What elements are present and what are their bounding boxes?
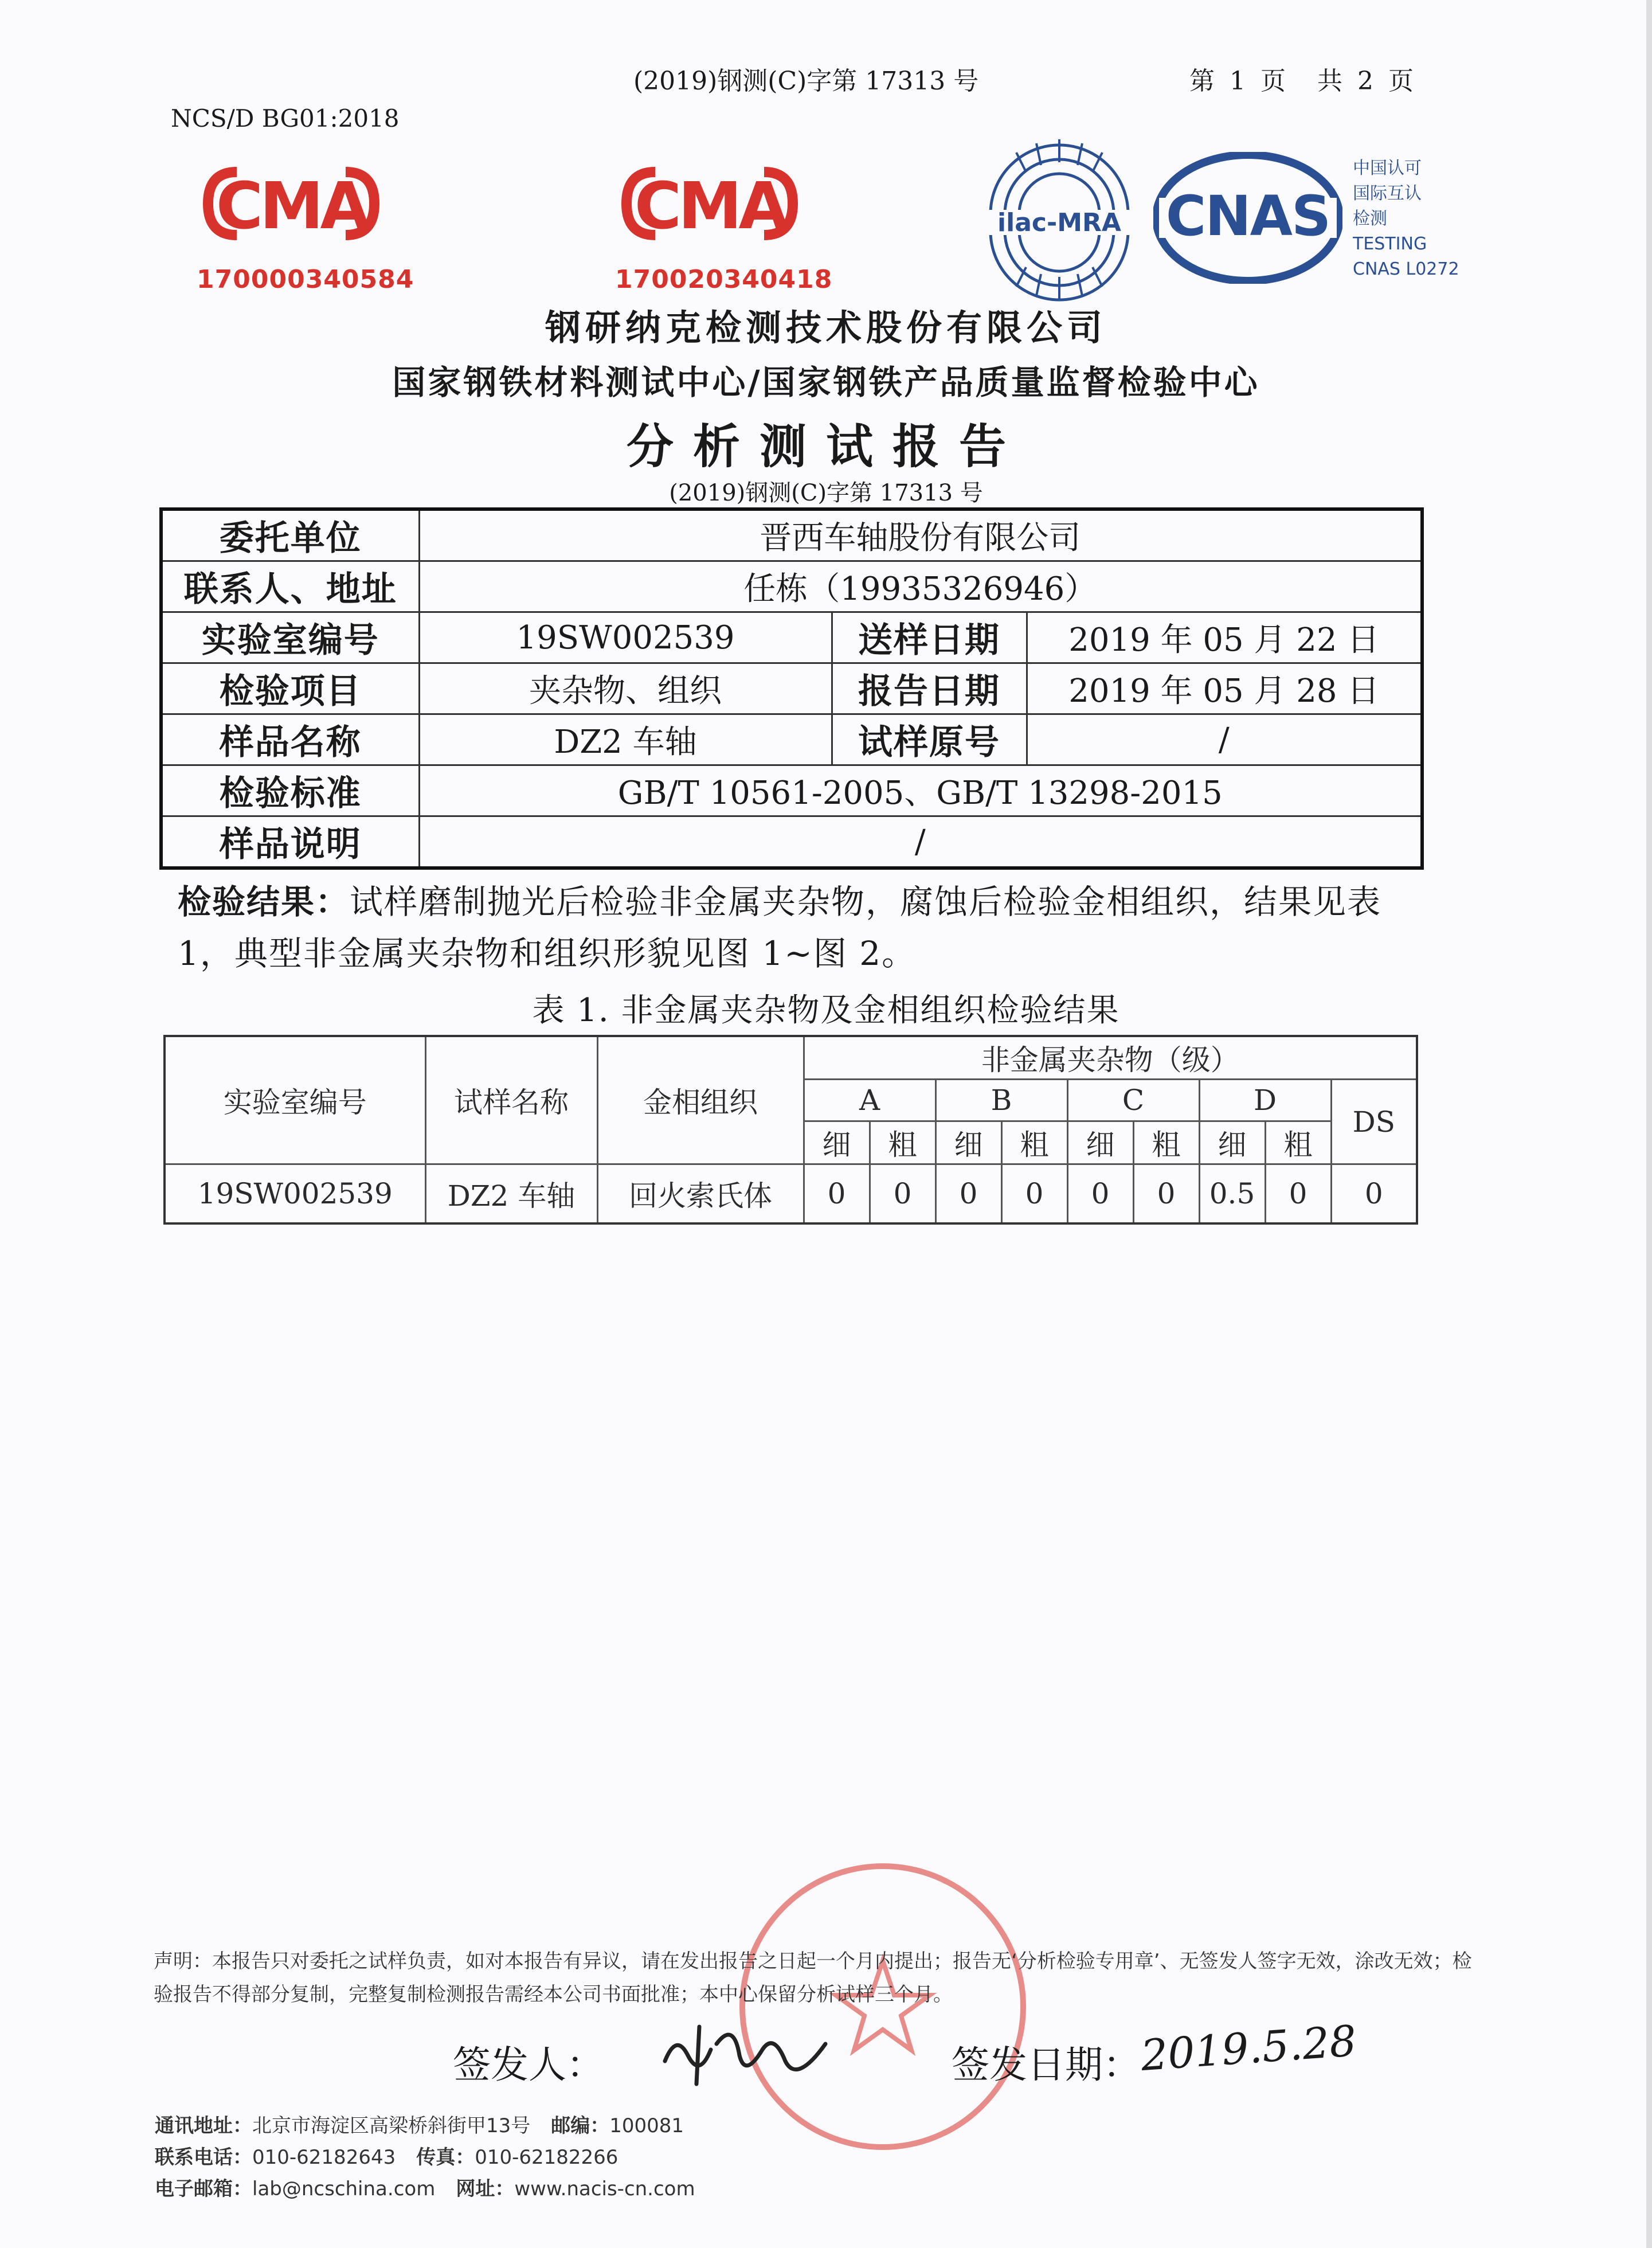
test-item-label: 检验项目 (161, 663, 419, 714)
disclaimer-statement: 声明：本报告只对委托之试样负责，如对本报告有异议，请在发出报告之日起一个月内提出；报告无‘分析检验专用章’、无签发人签字无效，涂改无效；检验报告不得部分复制，完整复制检测报告需经本公司书面批准；本中心保留分析试样三个月。 (154, 1950, 1472, 2006)
cma-number-1: 170000340584 (197, 265, 414, 294)
table-row (165, 1164, 1417, 1224)
fax-label: 传真： (416, 2146, 475, 2169)
signature (653, 2009, 837, 2095)
cma-logo-text: CMA (216, 169, 367, 244)
report-number-header: (2019)钢测(C)字第 17313 号 (633, 67, 979, 96)
center-name: 国家钢铁材料测试中心/国家钢铁产品质量监督检验中心 (392, 363, 1260, 402)
sub-coarse: 粗 (1001, 1121, 1067, 1164)
send-date-label: 送样日期 (832, 612, 1027, 663)
phone-label: 联系电话： (155, 2146, 252, 2169)
original-number-value: / (1027, 714, 1422, 765)
address-label: 通讯地址： (155, 2114, 252, 2137)
cell-b-fine: 0 (935, 1164, 1001, 1224)
cnas-logo-text: CNAS (1165, 184, 1330, 248)
footer-phone-line (155, 2141, 618, 2169)
cell-a-fine: 0 (804, 1164, 870, 1224)
ilac-mra-logo-text: ilac-MRA (997, 208, 1121, 237)
web-link[interactable]: www.nacis-cn.com (514, 2177, 695, 2200)
footer-address-line (155, 2110, 684, 2138)
fax-value: 010-62182266 (475, 2146, 618, 2169)
send-date-value: 2019 年 05 月 22 日 (1027, 612, 1422, 663)
contact-value: 任栋（19935326946） (419, 561, 1422, 612)
zip-value: 100081 (609, 2114, 684, 2137)
form-code: NCS/D BG01:2018 (171, 104, 400, 132)
cell-structure: 回火索氏体 (597, 1164, 804, 1224)
scan-edge-shadow (1646, 0, 1652, 2248)
original-number-label: 试样原号 (832, 714, 1027, 765)
report-number: (2019)钢测(C)字第 17313 号 (669, 480, 983, 506)
standard-value: GB/T 10561-2005、GB/T 13298-2015 (419, 765, 1422, 816)
result-text: 试样磨制抛光后检验非金属夹杂物，腐蚀后检验金相组织，结果见表 1，典型非金属夹杂物和组织形貌见图 1~图 2。 (178, 882, 1382, 973)
cma-logo-text: CMA (634, 169, 785, 244)
lab-number-label: 实验室编号 (161, 612, 419, 663)
cnas-side-text (1353, 156, 1459, 282)
ilac-mra-logo (973, 136, 1145, 303)
col-ds: DS (1331, 1080, 1417, 1164)
cell-b-coarse: 0 (1001, 1164, 1067, 1224)
cell-ds: 0 (1331, 1164, 1417, 1224)
col-inclusions: 非金属夹杂物（级） (804, 1036, 1417, 1080)
sub-fine: 细 (1199, 1121, 1265, 1164)
cell-c-coarse: 0 (1133, 1164, 1199, 1224)
phone-value: 010-62182643 (252, 2146, 396, 2169)
sign-date-value: 2019.5.28 (1139, 2016, 1359, 2081)
lab-number-value: 19SW002539 (419, 612, 832, 663)
sample-desc-label: 样品说明 (161, 816, 419, 869)
col-structure: 金相组织 (597, 1036, 804, 1164)
sub-coarse: 粗 (1265, 1121, 1331, 1164)
cell-a-coarse: 0 (870, 1164, 935, 1224)
sign-date-label: 签发日期： (952, 2043, 1141, 2087)
group-d: D (1199, 1080, 1331, 1121)
sample-desc-value: / (419, 816, 1422, 869)
cell-d-fine: 0.5 (1199, 1164, 1265, 1224)
sub-fine: 细 (935, 1121, 1001, 1164)
cma-logo (621, 161, 798, 247)
report-date-label: 报告日期 (832, 663, 1027, 714)
cma-logo (202, 161, 380, 247)
cnas-logo (1153, 152, 1342, 284)
cell-sample-name: DZ2 车轴 (425, 1164, 597, 1224)
email-label: 电子邮箱： (155, 2177, 252, 2200)
group-a: A (804, 1080, 935, 1121)
cnas-side-line: 检测 (1353, 209, 1387, 229)
inclusion-result-table (163, 1035, 1418, 1225)
group-c: C (1067, 1080, 1199, 1121)
cma-number-2: 170020340418 (615, 265, 833, 294)
cnas-side-line: CNAS L0272 (1353, 259, 1459, 279)
result-paragraph (178, 876, 1416, 979)
contact-label: 联系人、地址 (161, 561, 419, 612)
sample-name-value: DZ2 车轴 (419, 714, 832, 765)
client-value: 晋西车轴股份有限公司 (419, 509, 1422, 561)
sub-fine: 细 (1067, 1121, 1133, 1164)
col-sample-name: 试样名称 (425, 1036, 597, 1164)
page-total: 共 2 页 (1317, 67, 1414, 96)
address-value: 北京市海淀区高梁桥斜街甲13号 (252, 2114, 531, 2137)
cell-c-fine: 0 (1067, 1164, 1133, 1224)
sub-fine: 细 (804, 1121, 870, 1164)
table-caption: 表 1. 非金属夹杂物及金相组织检验结果 (532, 992, 1120, 1029)
col-lab-number: 实验室编号 (165, 1036, 425, 1164)
cnas-side-line: 国际互认 (1353, 183, 1422, 204)
report-title: 分析测试报告 (626, 420, 1025, 474)
cnas-side-line: 中国认可 (1353, 158, 1422, 178)
cell-lab-number: 19SW002539 (165, 1164, 425, 1224)
test-item-value: 夹杂物、组织 (419, 663, 832, 714)
client-label: 委托单位 (161, 509, 419, 561)
result-label: 检验结果： (178, 882, 350, 921)
cnas-side-line: TESTING (1353, 234, 1427, 254)
report-date-value: 2019 年 05 月 28 日 (1027, 663, 1422, 714)
email-link[interactable]: lab@ncschina.com (252, 2177, 436, 2200)
sub-coarse: 粗 (1133, 1121, 1199, 1164)
signer-label: 签发人： (453, 2043, 604, 2087)
standard-label: 检验标准 (161, 765, 419, 816)
page-number: 第 1 页 (1189, 67, 1286, 96)
company-name: 钢研纳克检测技术股份有限公司 (545, 307, 1107, 349)
footer-web-line (155, 2173, 695, 2201)
cell-d-coarse: 0 (1265, 1164, 1331, 1224)
sample-name-label: 样品名称 (161, 714, 419, 765)
sub-coarse: 粗 (870, 1121, 935, 1164)
group-b: B (935, 1080, 1067, 1121)
web-label: 网址： (456, 2177, 515, 2200)
zip-label: 邮编： (551, 2114, 610, 2137)
sample-info-table (159, 507, 1424, 870)
